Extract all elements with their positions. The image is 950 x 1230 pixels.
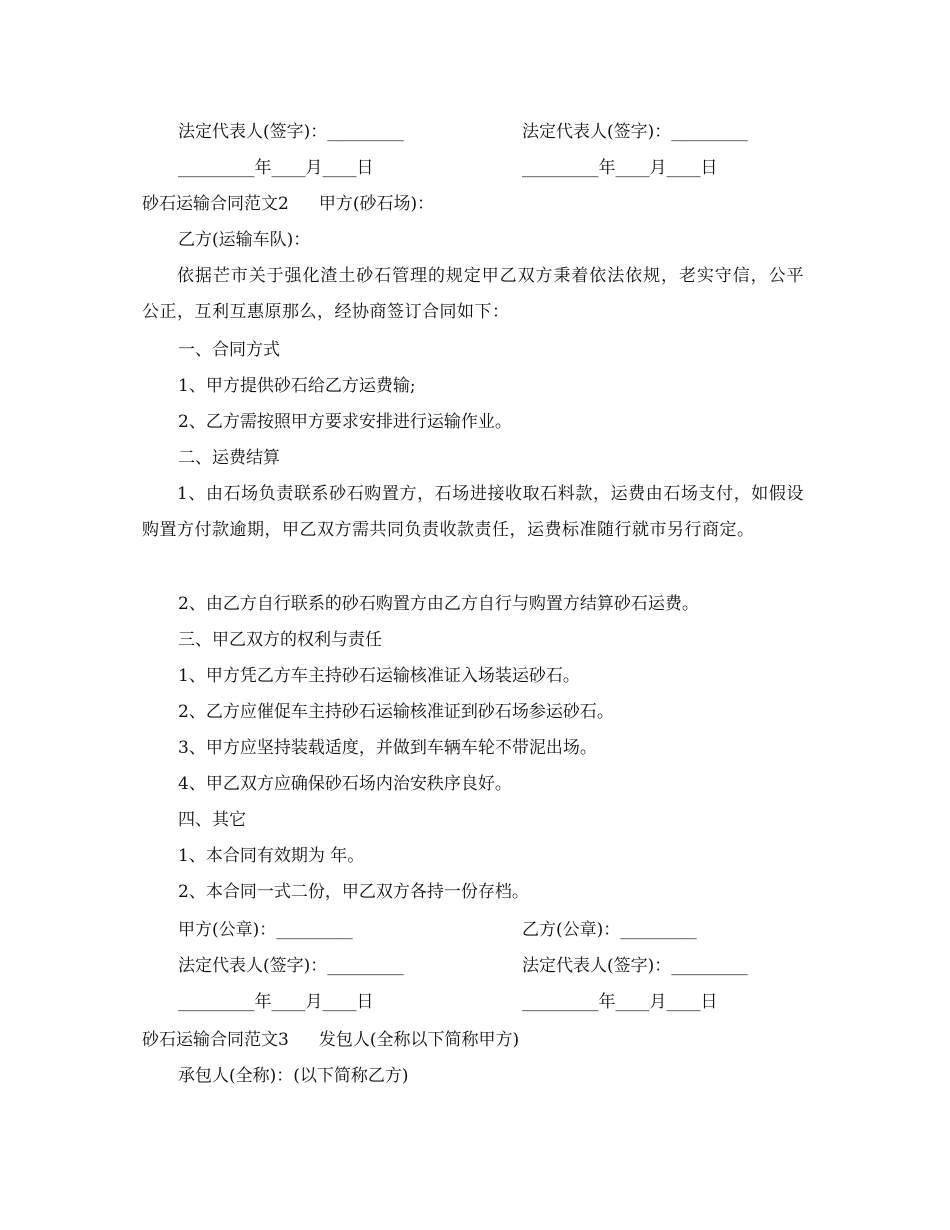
right-date-line-2: _________年____月____日 [522, 992, 718, 1012]
section2-item1: 1、由石场负责联系砂石购置方，石场进接收取石料款，运费由石场支付，如假设购置方付款逾期，甲乙双方需共同负责收款责任，运费标准随行就市另行商定。 [142, 484, 804, 540]
sample3-contractor: 承包人(全称)：(以下简称乙方) [178, 1066, 409, 1086]
section1-heading: 一、合同方式 [178, 340, 280, 360]
section3-item1: 1、甲方凭乙方车主持砂石运输核准证入场装运砂石。 [178, 666, 580, 686]
sample3-title: 砂石运输合同范文3 [142, 1030, 289, 1050]
left-date-line-2: _________年____月____日 [178, 992, 374, 1012]
section2-heading: 二、运费结算 [178, 448, 280, 468]
sample3-heading [142, 1028, 519, 1052]
left-rep-signature: 法定代表人(签字)：_________ [178, 122, 404, 142]
sample2-intro: 依据芒市关于强化渣土砂石管理的规定甲乙双方秉着依法依规，老实守信，公平公正，互利互惠原那么，经协商签订合同如下： [142, 266, 804, 322]
sample2-party-a: 甲方(砂石场)： [318, 194, 435, 214]
right-rep-signature-2: 法定代表人(签字)：_________ [522, 956, 748, 976]
left-date-line: _________年____月____日 [178, 158, 374, 178]
section3-heading: 三、甲乙双方的权利与责任 [178, 630, 382, 650]
left-seal-line: 甲方(公章)：_________ [178, 920, 353, 940]
section3-item3: 3、甲方应坚持装载适度，并做到车辆车轮不带泥出场。 [178, 738, 597, 758]
right-rep-signature: 法定代表人(签字)：_________ [522, 122, 748, 142]
left-rep-signature-2: 法定代表人(签字)：_________ [178, 956, 404, 976]
sample3-employer: 发包人(全称以下简称甲方) [318, 1030, 520, 1050]
sample2-party-b: 乙方(运输车队)： [178, 230, 311, 250]
section1-item1: 1、甲方提供砂石给乙方运费输; [178, 376, 416, 396]
section4-item2: 2、本合同一式二份，甲乙双方各持一份存档。 [178, 882, 529, 902]
section4-heading: 四、其它 [178, 810, 246, 830]
right-date-line: _________年____月____日 [522, 158, 718, 178]
section3-item2: 2、乙方应催促车主持砂石运输核准证到砂石场参运砂石。 [178, 702, 614, 722]
sample2-title: 砂石运输合同范文2 [142, 194, 289, 214]
right-seal-line: 乙方(公章)：_________ [522, 920, 697, 940]
section1-item2: 2、乙方需按照甲方要求安排进行运输作业。 [178, 412, 512, 432]
section2-item2: 2、由乙方自行联系的砂石购置方由乙方自行与购置方结算砂石运费。 [178, 594, 699, 614]
sample2-heading [142, 192, 434, 216]
section3-item4: 4、甲乙双方应确保砂石场内治安秩序良好。 [178, 774, 512, 794]
section4-item1: 1、本合同有效期为 年。 [178, 846, 365, 866]
